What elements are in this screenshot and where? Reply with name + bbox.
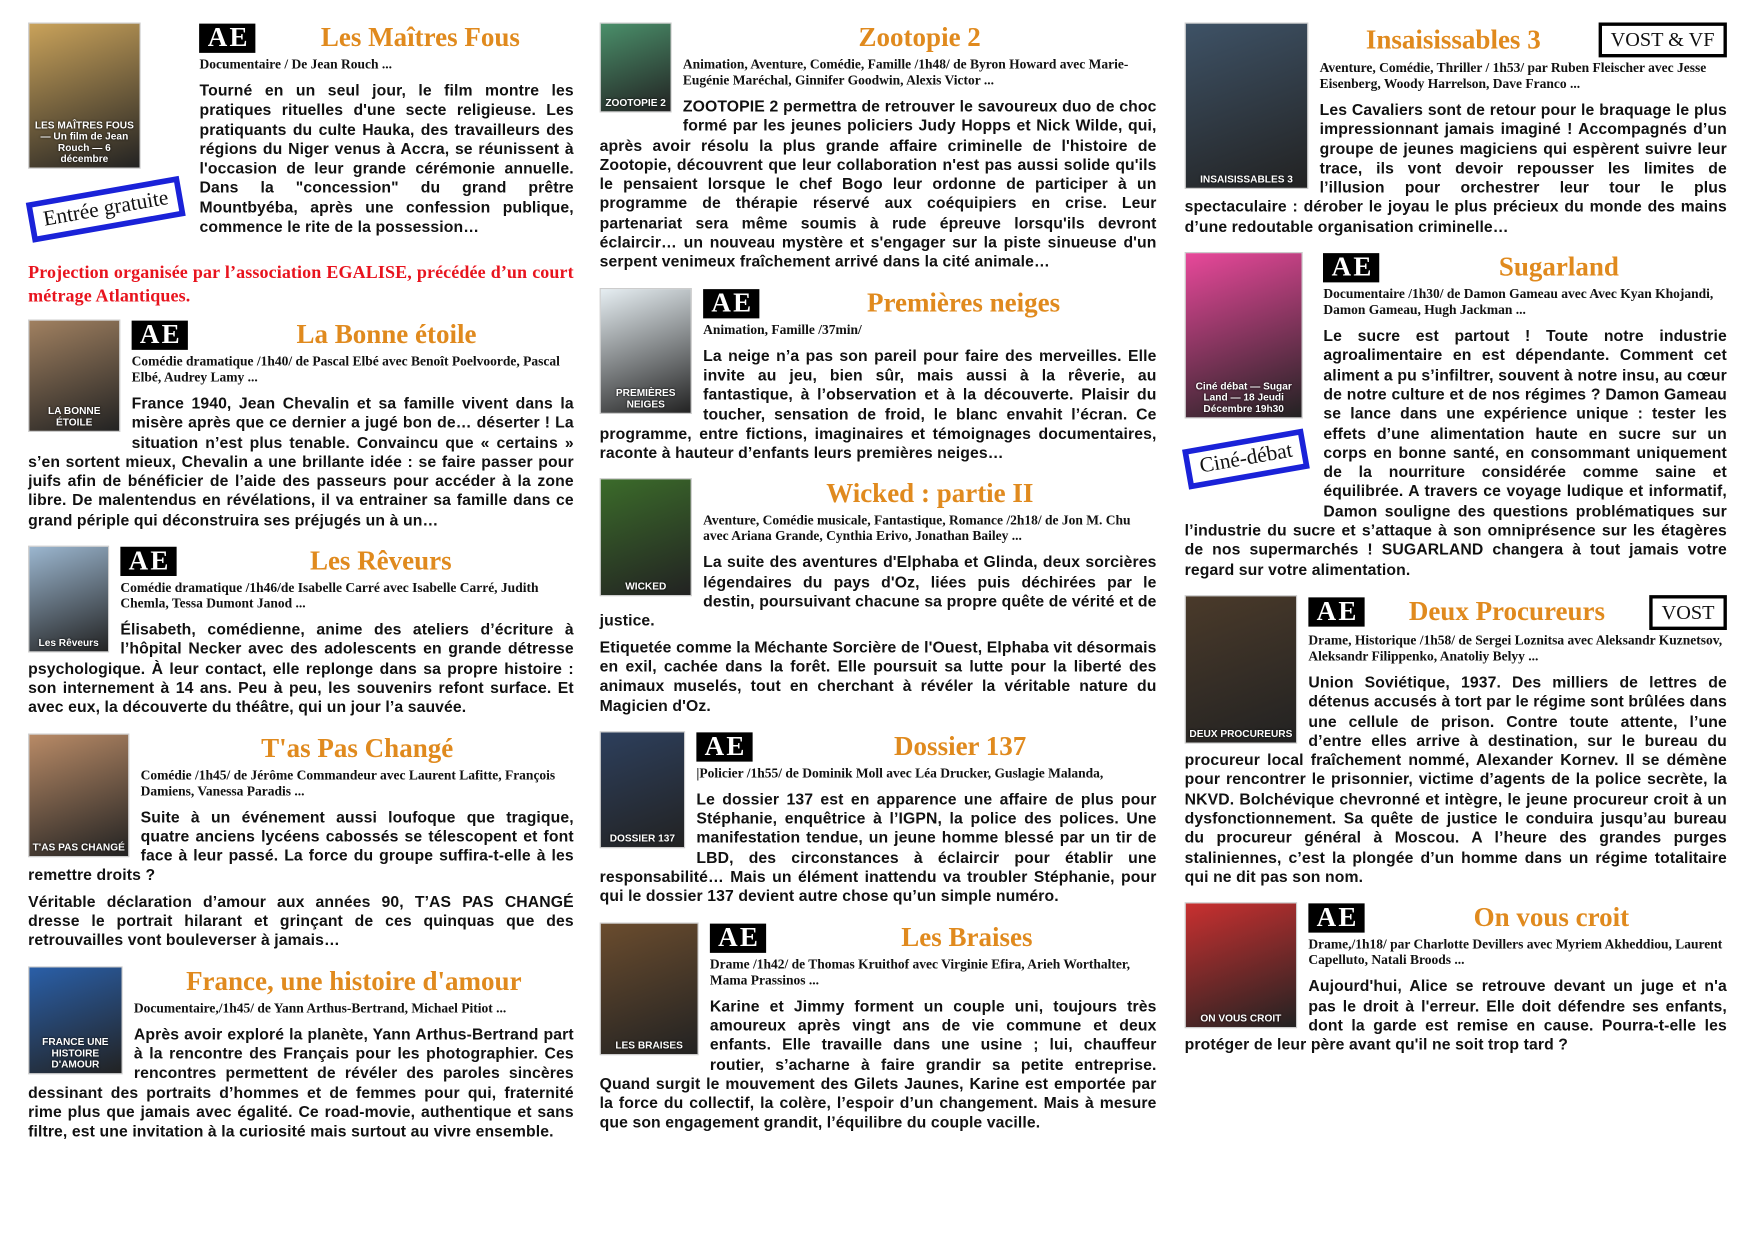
film-listing <box>600 288 1157 470</box>
film-credits: Documentaire /1h30/ de Damon Gameau avec Avec Kyan Khojandi, Damon Gameau, Hugh Jackman ... <box>1323 285 1714 318</box>
film-synopsis: Les Cavaliers sont de retour pour le braquage le plus impressionnant jamais imaginé ! Accompagnés d’un groupe de jeunes magiciens qui espèrent suivre leur trace, ils vont devoir repousser les limites de l’illusion pour orchestrer leur tour le plus spectaculaire : dérober le joyau le plus précieux du monde des mains d’une redoutable organisation criminelle… <box>1184 100 1727 235</box>
film-credits: Drame,/1h18/ par Charlotte Devillers avec Myriem Akheddiou, Laurent Capelluto, Natali Broods ... <box>1308 936 1723 968</box>
film-listing <box>1185 595 1727 893</box>
film-title: Dossier 137 <box>894 732 1027 762</box>
film-listing <box>600 922 1157 1139</box>
film-credits: Animation, Famille /37min/ <box>703 321 862 338</box>
poster-column <box>600 288 692 414</box>
poster-caption: PREMIÈRES NEIGES <box>615 386 676 410</box>
film-listing <box>28 23 574 253</box>
poster-column <box>1185 252 1313 497</box>
film-synopsis: Élisabeth, comédienne, anime des ateliers d’écriture à l’hôpital Necker avec des adolescents en grande détresse psychologique. À leur contact, elle replonge dans sa propre histoire : son internement à 14 ans. Peu à peu, les souvenirs refont surface. Et avec eux, la découverte du théâtre, qui un jour l’a sauvée. <box>28 619 574 716</box>
film-header <box>696 731 1156 763</box>
film-listing <box>28 733 574 957</box>
film-synopsis: Le sucre est partout ! Toute notre industrie agroalimentaire en est dépendante. Comment cet aliment a pu s’infiltrer, souvent à notre insu, au cœur de notre culture et de nos régimes ? Damon Gameau se lance dans une expérience unique : tester les effets d’une alimentation haute en sucre sur un corps en bonne santé, en consommant uniquement de la nourriture considérée comme saine et équilibrée. A travers ce voyage ludique et informatif, Damon souligne des questions problématiques sur l’industrie du sucre et s’attaque à son omniprésence sur les étagères de nos supermarchés ! SUGARLAND changera à tout jamais votre regard sur votre alimentation. <box>1184 326 1727 578</box>
film-title: Sugarland <box>1498 253 1619 283</box>
film-poster[interactable] <box>1185 23 1309 190</box>
screening-badge: Ciné-débat <box>1182 428 1310 489</box>
film-title: Les Maîtres Fous <box>320 23 520 53</box>
poster-caption: DEUX PROCUREURS <box>1189 727 1293 740</box>
film-credits: Comédie /1h45/ de Jérôme Commandeur avec Laurent Lafitte, François Damiens, Vanessa Paradis ... <box>140 766 556 799</box>
film-synopsis: Aujourd'hui, Alice se retrouve devant un juge et n'a pas le droit à l'erreur. Elle doit défendre ses enfants, dont la garde est remise en cause. Pourra-t-elle les protéger de leur père avant qu'il ne soit trop tard ? <box>1184 976 1727 1054</box>
ae-label-logo: A E <box>696 732 752 761</box>
column-left <box>28 23 574 1157</box>
poster-caption: DOSSIER 137 <box>609 832 676 844</box>
poster-column <box>600 922 699 1055</box>
film-title: Les Braises <box>901 923 1033 953</box>
film-credits: |Policier /1h55/ de Dominik Moll avec Léa Drucker, Guslagie Malanda, <box>696 764 1104 781</box>
ae-label-logo: A E <box>710 923 766 952</box>
film-title: Les Rêveurs <box>309 546 452 577</box>
poster-column <box>28 966 123 1074</box>
film-listing <box>28 546 574 724</box>
poster-column <box>28 23 188 248</box>
film-header <box>120 546 573 578</box>
film-synopsis: Suite à un événement aussi loufoque que tragique, quatre anciens lycéens cabossés se télescopent et font face à leur passé. La force du groupe suffira-t-elle à les remettre droits ? <box>28 807 574 884</box>
poster-caption: Les Rêveurs <box>38 636 99 649</box>
film-listing <box>28 320 574 537</box>
poster-column <box>1185 595 1298 744</box>
film-header <box>710 922 1157 954</box>
poster-column <box>1185 23 1309 190</box>
ae-label-logo: A E <box>120 547 176 576</box>
poster-column <box>28 546 109 653</box>
poster-caption: LES MAÎTRES FOUS — Un film de Jean Rouch — 6 décembre <box>34 119 134 165</box>
film-poster[interactable] <box>28 966 123 1074</box>
film-listing <box>600 479 1157 722</box>
ae-label-logo: A E <box>200 24 256 53</box>
film-poster[interactable] <box>600 288 692 414</box>
film-credits: Drame /1h42/ de Thomas Kruithof avec Virginie Efira, Arieh Worthalter, Mama Prassinos ... <box>709 955 1130 988</box>
film-title: France, une histoire d'amour <box>186 967 522 997</box>
film-poster[interactable] <box>28 546 109 653</box>
film-title: Insaisissables 3 <box>1365 25 1541 55</box>
poster-caption: INSAISISSABLES 3 <box>1200 173 1293 185</box>
film-credits: Animation, Aventure, Comédie, Famille /1h48/ de Byron Howard avec Marie-Eugénie Maréchal, Ginnifer Goodwin, Alexis Victor ... <box>682 56 1129 88</box>
film-listing <box>1185 902 1727 1061</box>
ae-label-logo: A E <box>1323 253 1379 282</box>
poster-column <box>600 23 672 113</box>
film-header <box>134 966 574 998</box>
film-poster[interactable] <box>1185 902 1298 1028</box>
screening-badge: VOST & VF <box>1598 23 1727 58</box>
film-title: Zootopie 2 <box>858 23 981 53</box>
film-synopsis: La suite des aventures d'Elphaba et Glinda, deux sorcières légendaires du pays d'Oz, liées puis déchirées par le destin, poursuivant chacune sa propre quête de vérité et de justice. <box>599 552 1157 630</box>
film-credits: Aventure, Comédie musicale, Fantastique, Romance /2h18/ de Jon M. Chu avec Ariana Grande, Cynthia Erivo, Jonathan Bailey ... <box>703 512 1131 544</box>
association-note: Projection organisée par l’association EGALISE, précédée d’un court métrage Atlantiques. <box>28 263 574 306</box>
poster-caption: WICKED <box>625 581 667 593</box>
film-header <box>1308 902 1727 934</box>
film-header <box>132 320 574 352</box>
film-header <box>1323 252 1726 284</box>
film-poster[interactable] <box>28 320 120 433</box>
ae-label-logo: A E <box>1308 904 1364 933</box>
film-synopsis: Union Soviétique, 1937. Des milliers de lettres de détenus accusés à tort par le régime sont brûlées dans une cellule de prison. Contre toute attente, l’une d’entre elles arrive à destination, sur le bureau du procureur local fraîchement nommé, Alexander Kornev. Il se démène pour rencontrer le prisonnier, victime d’agents de la police secrète, la NKVD. Bolchévique chevronné et intègre, le jeune procureur croit à un dysfonctionnement. Sa quête de justice le conduira jusqu’au bureau du procureur général à Moscou. A l’heure des grandes purges staliniennes, c’est la plongée d’un homme dans un régime totalitaire qui ne dit pas son nom. <box>1184 672 1727 886</box>
film-header <box>1308 595 1727 630</box>
poster-caption: FRANCE UNE HISTOIRE D'AMOUR <box>42 1035 109 1070</box>
film-listing <box>1185 252 1727 586</box>
film-listing <box>600 23 1157 279</box>
film-synopsis: Le dossier 137 est en apparence une affaire de plus pour Stéphanie, enquêtrice à l’IGPN, la police des polices. Une manifestation tendue, un jeune homme blessé par un tir de LBD, des circonstances à éclaircir pour établir une responsabilité… Mais un élément inattendu va troubler Stéphanie, pour qui le dossier 137 devient autre chose qu’un simple numéro. <box>599 789 1157 905</box>
film-synopsis: Véritable déclaration d’amour aux années 90, T’AS PAS CHANGÉ dresse le portrait hilarant et grinçant de ces quinquas que des retrouvailles vont bouleverser à jamais… <box>28 891 574 949</box>
film-credits: Comédie dramatique /1h40/ de Pascal Elbé avec Benoît Poelvoorde, Pascal Elbé, Audrey Lamy ... <box>131 353 560 385</box>
film-header <box>141 733 574 765</box>
poster-caption: Ciné débat — Sugar Land — 18 Jeudi Décembre 19h30 <box>1195 380 1292 415</box>
poster-column <box>600 479 692 597</box>
film-listing <box>1185 23 1727 244</box>
film-header <box>1320 23 1727 58</box>
film-poster[interactable] <box>600 922 699 1055</box>
film-header <box>703 288 1156 320</box>
column-middle <box>600 23 1157 1149</box>
film-credits: Comédie dramatique /1h46/de Isabelle Carré avec Isabelle Carré, Judith Chemla, Tessa Dumont Janod ... <box>120 579 539 611</box>
film-poster[interactable] <box>600 479 692 597</box>
column-right <box>1185 23 1727 1071</box>
film-synopsis: Karine et Jimmy forment un couple uni, toujours très amoureux après vingt ans de vie commune et deux enfants. Elle travaille dans une usine ; lui, chauffeur routier, s’acharne à faire grandir sa petite entreprise. Quand surgit le mouvement des Gilets Jaunes, Karine est emportée par la force du collectif, la colère, l’espoir d’un changement. Mais à mesure que son engagement grandit, l’équilibre du couple vacille. <box>599 996 1157 1132</box>
film-credits: Drame, Historique /1h58/ de Sergei Loznitsa avec Aleksandr Kuznetsov, Aleksandr Filippenko, Anatoliy Belyy ... <box>1308 632 1723 664</box>
film-title: Premières neiges <box>866 288 1061 319</box>
film-title: On vous croit <box>1473 903 1630 933</box>
film-listing <box>600 731 1157 913</box>
poster-caption: ZOOTOPIE 2 <box>605 96 666 108</box>
screening-badge: Entrée gratuite <box>26 176 186 243</box>
poster-caption: LES BRAISES <box>615 1039 683 1051</box>
poster-caption: ON VOUS CROIT <box>1200 1012 1282 1024</box>
film-credits: Documentaire,/1h45/ de Yann Arthus-Bertrand, Michael Pitiot ... <box>133 999 507 1016</box>
poster-column <box>600 731 686 848</box>
film-poster[interactable] <box>600 23 672 113</box>
film-title: T'as Pas Changé <box>261 734 454 764</box>
film-title: La Bonne étoile <box>296 320 477 350</box>
ae-label-logo: A E <box>1308 598 1364 627</box>
film-listing <box>28 966 574 1148</box>
film-poster[interactable] <box>1185 252 1303 419</box>
film-header <box>683 23 1157 55</box>
poster-column <box>1185 902 1298 1028</box>
ae-label-logo: A E <box>132 321 188 350</box>
film-credits: Documentaire / De Jean Rouch ... <box>199 56 393 72</box>
film-poster[interactable] <box>28 23 141 169</box>
film-title: Deux Procureurs <box>1408 597 1606 628</box>
film-synopsis: ZOOTOPIE 2 permettra de retrouver le savoureux duo de choc formé par les jeunes policiers Judy Hopps et Nick Wilde, qui, après avoir résolu la plus grande affaire criminelle de l'histoire de Zootopie, découvrent que leur collaboration n'est pas aussi solide qu'ils le pensaient lorsque le chef Bogo leur ordonne de participer à un programme de thérapie réservé aux coéquipiers en crise. Leur partenariat sera même soumis à rude épreuve lorsqu'ils devront éclaircir… un nouveau mystère et s'engager sur la piste sinueuse d'un serpent venimeux fraîchement arrivé dans la cité animale… <box>599 96 1157 271</box>
film-poster[interactable] <box>600 731 686 848</box>
screening-badge: VOST <box>1649 595 1727 630</box>
ae-label-logo: A E <box>703 289 759 318</box>
film-poster[interactable] <box>1185 595 1298 744</box>
poster-caption: T'AS PAS CHANGÉ <box>32 841 125 853</box>
poster-column <box>28 733 129 857</box>
film-synopsis: La neige n’a pas son pareil pour faire des merveilles. Elle invite au jeu, bien sûr, mais aussi à la rêverie, au fantastique, à l’observation et à la découverte. Plaisir du toucher, sensation de froid, le blanc envahit l’écran. Ce programme, entre fictions, imaginaires et témoignages documentaires, raconte à hauteur d’enfants leurs premières neiges… <box>599 346 1157 462</box>
film-title: Wicked : partie II <box>826 479 1034 510</box>
film-synopsis: Etiquetée comme la Méchante Sorcière de l'Ouest, Elphaba vit désormais en exil, cachée dans la forêt. Elle poursuit sa lutte pour la liberté des animaux muselés, tout en cherchant à révéler la véritable nature du Magicien d'Oz. <box>599 637 1157 714</box>
film-header <box>200 23 574 55</box>
film-synopsis: Tourné en un seul jour, le film montre les pratiques rituelles d'une secte religieuse. Les pratiquants du culte Hauka, des travailleurs des régions du Niger venus à Accra, se réunissent à l'occasion de leur grande cérémonie annuelle. Dans la "concession" du grand prêtre Mountbyéba, après une confession publique, commence le rite de la possession… <box>199 81 574 236</box>
film-synopsis: Après avoir exploré la planète, Yann Arthus-Bertrand part à la rencontre des Français pour les photographier. Ces rencontres permettent de révéler des paroles sincères dessinant des portraits d’hommes et de femmes pour qui, fraternité rime plus que jamais avec égalité. Ce road-movie, authentique et sans filtre, est une invitation à la curiosité mais surtout au vivre ensemble. <box>28 1024 574 1140</box>
poster-caption: LA BONNE ÉTOILE <box>47 405 101 428</box>
film-poster[interactable] <box>28 733 129 857</box>
film-credits: Aventure, Comédie, Thriller / 1h53/ par Ruben Fleischer avec Jesse Eisenberg, Woody Harrelson, Dave Franco ... <box>1319 59 1707 92</box>
poster-column <box>28 320 120 433</box>
film-header <box>703 479 1156 511</box>
film-synopsis: France 1940, Jean Chevalin et sa famille vivent dans la misère après que ce dernier a jugé bon de… déserter ! La situation n’est plus tenable. Convaincu que « certains » s’en sortent mieux, Chevalin a une brillante idée : se faire passer pour juifs afin de bénéficier de l’aide des passeurs pour accéder à la zone libre. De malentendus en révélations, il va entrainer sa famille dans ce grand périple qui déconstruira ses préjugés un à un… <box>28 393 574 529</box>
